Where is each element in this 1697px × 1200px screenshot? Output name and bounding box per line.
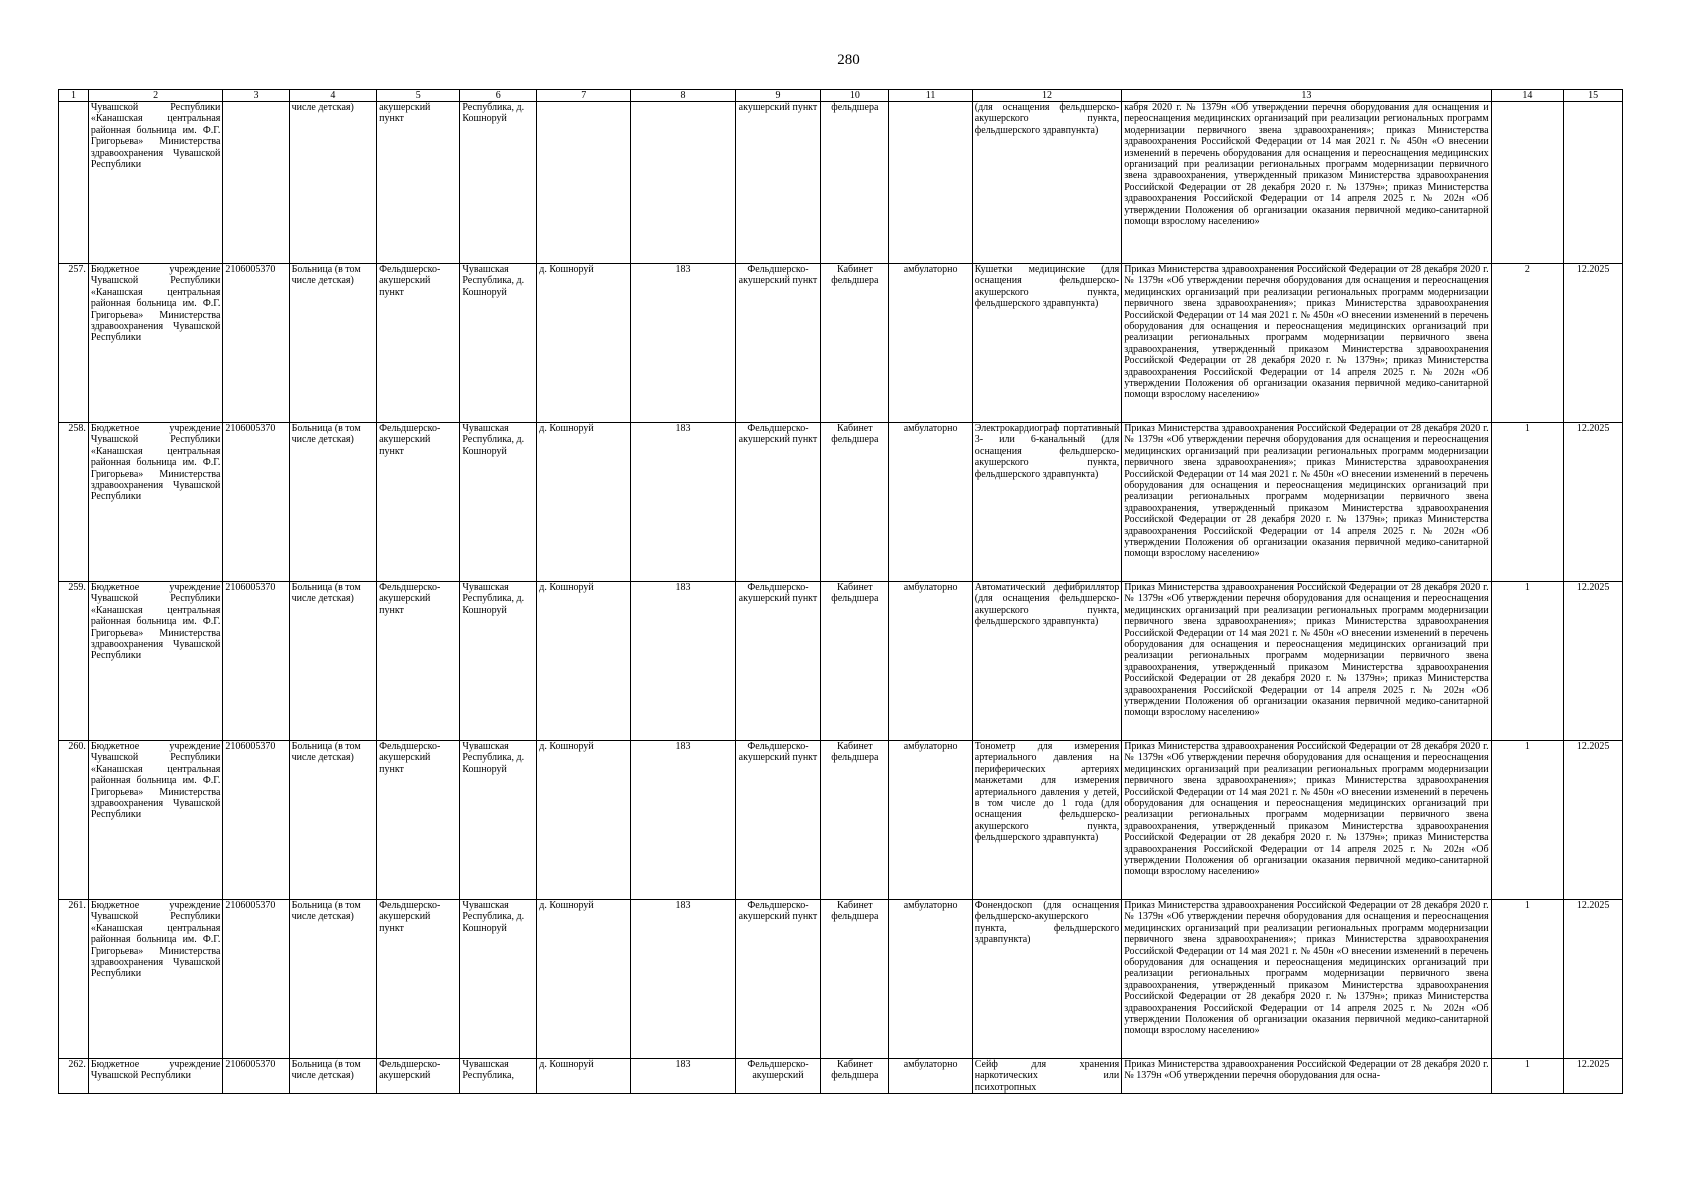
room-cell: Кабинет фельдшера bbox=[821, 741, 889, 900]
equipment-cell: Кушетки медицинские (для оснащения фельдшерско-акушерского пункта, фельдшерского здравпункта) bbox=[972, 264, 1121, 423]
region-cell: Чувашская Республика, д. Кошноруй bbox=[460, 423, 537, 582]
condition-cell: амбулаторно bbox=[889, 423, 972, 582]
equipment-cell: Сейф для хранения наркотических или психотропных bbox=[972, 1059, 1121, 1094]
equipment-cell: Автоматический дефибриллятор (для оснащения фельдшерско-акушерского пункта, фельдшерского здравпункта) bbox=[972, 582, 1121, 741]
locality-cell: д. Кошноруй bbox=[537, 423, 631, 582]
quantity-cell bbox=[1491, 102, 1564, 264]
subunit-cell: акушерский пункт bbox=[735, 102, 820, 264]
condition-cell: амбулаторно bbox=[889, 582, 972, 741]
region-cell: Чувашская Республика, д. Кошноруй bbox=[460, 582, 537, 741]
quantity-cell: 1 bbox=[1491, 582, 1564, 741]
table-row bbox=[59, 741, 1623, 900]
inn-cell: 2106005370 bbox=[223, 900, 289, 1059]
unit-cell: Фельдшерско-акушерский пункт bbox=[377, 423, 460, 582]
code-cell bbox=[631, 102, 736, 264]
locality-cell: д. Кошноруй bbox=[537, 264, 631, 423]
code-cell: 183 bbox=[631, 423, 736, 582]
region-cell: Чувашская Республика, д. Кошноруй bbox=[460, 900, 537, 1059]
inn-cell: 2106005370 bbox=[223, 1059, 289, 1094]
date-cell: 12.2025 bbox=[1564, 900, 1623, 1059]
code-cell: 183 bbox=[631, 900, 736, 1059]
page-number: 280 bbox=[837, 52, 860, 68]
row-number-cell: 261. bbox=[59, 900, 89, 1059]
unit-cell: Фельдшерско-акушерский bbox=[377, 1059, 460, 1094]
room-cell: фельдшера bbox=[821, 102, 889, 264]
table-row-partial bbox=[59, 1059, 1623, 1094]
column-header: 4 bbox=[289, 90, 377, 102]
unit-cell: Фельдшерско-акушерский пункт bbox=[377, 582, 460, 741]
header-row bbox=[59, 90, 1623, 102]
date-cell: 12.2025 bbox=[1564, 264, 1623, 423]
date-cell: 12.2025 bbox=[1564, 741, 1623, 900]
locality-cell: д. Кошноруй bbox=[537, 900, 631, 1059]
column-header: 14 bbox=[1491, 90, 1564, 102]
organization-cell: Бюджетное учреждение Чувашской Республики «Канашская центральная районная больница им. Ф.Г. Григорьева» Министерства здравоохранения Чувашской Республики bbox=[88, 423, 223, 582]
facility-type-cell: Больница (в том числе детская) bbox=[289, 1059, 377, 1094]
legal-basis-cell: Приказ Министерства здравоохранения Российской Федерации от 28 декабря 2020 г. № 1379н «Об утверждении перечня оборудования для оснащения и переоснащения медицинских организаций при реализации региональных программ модернизации первичного звена здравоохранения»; приказ Министерства здравоохранения Российской Федерации от 14 мая 2021 г. № 450н «О внесении изменений в перечень оборудования для оснащения и переоснащения медицинских организаций при реализации региональных программ модернизации первичного звена здравоохранения, утвержденный приказом Министерства здравоохранения Российской Федерации от 28 декабря 2020 г. № 1379н»; приказ Министерства здравоохранения Российской Федерации от 14 апреля 2025 г. № 202н «Об утверждении Положения об организации оказания первичной медико-санитарной помощи взрослому населению» bbox=[1122, 900, 1491, 1059]
legal-basis-cell: Приказ Министерства здравоохранения Российской Федерации от 28 декабря 2020 г. № 1379н «Об утверждении перечня оборудования для осна- bbox=[1122, 1059, 1491, 1094]
condition-cell: амбулаторно bbox=[889, 1059, 972, 1094]
column-header: 9 bbox=[735, 90, 820, 102]
row-number-cell: 259. bbox=[59, 582, 89, 741]
subunit-cell: Фельдшерско-акушерский пункт bbox=[735, 264, 820, 423]
column-header: 1 bbox=[59, 90, 89, 102]
column-header: 6 bbox=[460, 90, 537, 102]
condition-cell: амбулаторно bbox=[889, 900, 972, 1059]
column-header: 8 bbox=[631, 90, 736, 102]
facility-type-cell: Больница (в том числе детская) bbox=[289, 900, 377, 1059]
quantity-cell: 2 bbox=[1491, 264, 1564, 423]
equipment-cell: Электрокардиограф портативный 3- или 6-канальный (для оснащения фельдшерско-акушерского пункта, фельдшерского здравпункта) bbox=[972, 423, 1121, 582]
subunit-cell: Фельдшерско-акушерский пункт bbox=[735, 900, 820, 1059]
organization-cell: Бюджетное учреждение Чувашской Республики «Канашская центральная районная больница им. Ф.Г. Григорьева» Министерства здравоохранения Чувашской Республики bbox=[88, 582, 223, 741]
facility-type-cell: Больница (в том числе детская) bbox=[289, 264, 377, 423]
locality-cell bbox=[537, 102, 631, 264]
unit-cell: акушерский пункт bbox=[377, 102, 460, 264]
room-cell: Кабинет фельдшера bbox=[821, 264, 889, 423]
column-header: 15 bbox=[1564, 90, 1623, 102]
condition-cell bbox=[889, 102, 972, 264]
subunit-cell: Фельдшерско-акушерский пункт bbox=[735, 741, 820, 900]
equipment-cell: (для оснащения фельдшерско-акушерского пункта, фельдшерского здравпункта) bbox=[972, 102, 1121, 264]
row-number-cell: 260. bbox=[59, 741, 89, 900]
locality-cell: д. Кошноруй bbox=[537, 582, 631, 741]
quantity-cell: 1 bbox=[1491, 1059, 1564, 1094]
column-header: 12 bbox=[972, 90, 1121, 102]
legal-basis-cell: Приказ Министерства здравоохранения Российской Федерации от 28 декабря 2020 г. № 1379н «Об утверждении перечня оборудования для оснащения и переоснащения медицинских организаций при реализации региональных программ модернизации первичного звена здравоохранения»; приказ Министерства здравоохранения Российской Федерации от 14 мая 2021 г. № 450н «О внесении изменений в перечень оборудования для оснащения и переоснащения медицинских организаций при реализации региональных программ модернизации первичного звена здравоохранения, утвержденный приказом Министерства здравоохранения Российской Федерации от 28 декабря 2020 г. № 1379н»; приказ Министерства здравоохранения Российской Федерации от 14 апреля 2025 г. № 202н «Об утверждении Положения об организации оказания первичной медико-санитарной помощи взрослому населению» bbox=[1122, 423, 1491, 582]
table-row bbox=[59, 900, 1623, 1059]
date-cell: 12.2025 bbox=[1564, 423, 1623, 582]
table-row-continuation bbox=[59, 102, 1623, 264]
room-cell: Кабинет фельдшера bbox=[821, 423, 889, 582]
quantity-cell: 1 bbox=[1491, 900, 1564, 1059]
table-row bbox=[59, 264, 1623, 423]
unit-cell: Фельдшерско-акушерский пункт bbox=[377, 264, 460, 423]
facility-type-cell: числе детская) bbox=[289, 102, 377, 264]
inn-cell bbox=[223, 102, 289, 264]
code-cell: 183 bbox=[631, 741, 736, 900]
column-header: 7 bbox=[537, 90, 631, 102]
unit-cell: Фельдшерско-акушерский пункт bbox=[377, 741, 460, 900]
locality-cell: д. Кошноруй bbox=[537, 741, 631, 900]
inn-cell: 2106005370 bbox=[223, 582, 289, 741]
locality-cell: д. Кошноруй bbox=[537, 1059, 631, 1094]
region-cell: Чувашская Республика, bbox=[460, 1059, 537, 1094]
facility-type-cell: Больница (в том числе детская) bbox=[289, 423, 377, 582]
column-header: 13 bbox=[1122, 90, 1491, 102]
row-number-cell bbox=[59, 102, 89, 264]
date-cell: 12.2025 bbox=[1564, 1059, 1623, 1094]
date-cell bbox=[1564, 102, 1623, 264]
organization-cell: Бюджетное учреждение Чувашской Республики bbox=[88, 1059, 223, 1094]
table-row bbox=[59, 582, 1623, 741]
quantity-cell: 1 bbox=[1491, 423, 1564, 582]
code-cell: 183 bbox=[631, 582, 736, 741]
inn-cell: 2106005370 bbox=[223, 423, 289, 582]
row-number-cell: 262. bbox=[59, 1059, 89, 1094]
subunit-cell: Фельдшерско-акушерский пункт bbox=[735, 582, 820, 741]
code-cell: 183 bbox=[631, 1059, 736, 1094]
code-cell: 183 bbox=[631, 264, 736, 423]
legal-basis-cell: Приказ Министерства здравоохранения Российской Федерации от 28 декабря 2020 г. № 1379н «Об утверждении перечня оборудования для оснащения и переоснащения медицинских организаций при реализации региональных программ модернизации первичного звена здравоохранения»; приказ Министерства здравоохранения Российской Федерации от 14 мая 2021 г. № 450н «О внесении изменений в перечень оборудования для оснащения и переоснащения медицинских организаций при реализации региональных программ модернизации первичного звена здравоохранения, утвержденный приказом Министерства здравоохранения Российской Федерации от 28 декабря 2020 г. № 1379н»; приказ Министерства здравоохранения Российской Федерации от 14 апреля 2025 г. № 202н «Об утверждении Положения об организации оказания первичной медико-санитарной помощи взрослому населению» bbox=[1122, 741, 1491, 900]
condition-cell: амбулаторно bbox=[889, 741, 972, 900]
table-row bbox=[59, 423, 1623, 582]
subunit-cell: Фельдшерско-акушерский bbox=[735, 1059, 820, 1094]
legal-basis-cell: кабря 2020 г. № 1379н «Об утверждении перечня оборудования для оснащения и переоснащения медицинских организаций при реализации региональных программ модернизации первичного звена здравоохранения»; приказ Министерства здравоохранения Российской Федерации от 14 мая 2021 г. № 450н «О внесении изменений в перечень оборудования для оснащения и переоснащения медицинских организаций при реализации региональных программ модернизации первичного звена здравоохранения, утвержденный приказом Министерства здравоохранения Российской Федерации от 28 декабря 2020 г. № 1379н»; приказ Министерства здравоохранения Российской Федерации от 14 апреля 2025 г. № 202н «Об утверждении Положения об организации оказания первичной медико-санитарной помощи взрослому населению» bbox=[1122, 102, 1491, 264]
row-number-cell: 257. bbox=[59, 264, 89, 423]
row-number-cell: 258. bbox=[59, 423, 89, 582]
subunit-cell: Фельдшерско-акушерский пункт bbox=[735, 423, 820, 582]
organization-cell: Бюджетное учреждение Чувашской Республики «Канашская центральная районная больница им. Ф.Г. Григорьева» Министерства здравоохранения Чувашской Республики bbox=[88, 900, 223, 1059]
legal-basis-cell: Приказ Министерства здравоохранения Российской Федерации от 28 декабря 2020 г. № 1379н «Об утверждении перечня оборудования для оснащения и переоснащения медицинских организаций при реализации региональных программ модернизации первичного звена здравоохранения»; приказ Министерства здравоохранения Российской Федерации от 14 мая 2021 г. № 450н «О внесении изменений в перечень оборудования для оснащения и переоснащения медицинских организаций при реализации региональных программ модернизации первичного звена здравоохранения, утвержденный приказом Министерства здравоохранения Российской Федерации от 28 декабря 2020 г. № 1379н»; приказ Министерства здравоохранения Российской Федерации от 14 апреля 2025 г. № 202н «Об утверждении Положения об организации оказания первичной медико-санитарной помощи взрослому населению» bbox=[1122, 264, 1491, 423]
organization-cell: Бюджетное учреждение Чувашской Республики «Канашская центральная районная больница им. Ф.Г. Григорьева» Министерства здравоохранения Чувашской Республики bbox=[88, 264, 223, 423]
organization-cell: Чувашской Республики «Канашская центральная районная больница им. Ф.Г. Григорьева» Министерства здравоохранения Чувашской Республики bbox=[88, 102, 223, 264]
equipment-cell: Фонендоскоп (для оснащения фельдшерско-акушерского пункта, фельдшерского здравпункта) bbox=[972, 900, 1121, 1059]
column-header: 2 bbox=[88, 90, 223, 102]
room-cell: Кабинет фельдшера bbox=[821, 582, 889, 741]
organization-cell: Бюджетное учреждение Чувашской Республики «Канашская центральная районная больница им. Ф.Г. Григорьева» Министерства здравоохранения Чувашской Республики bbox=[88, 741, 223, 900]
region-cell: Чувашская Республика, д. Кошноруй bbox=[460, 264, 537, 423]
unit-cell: Фельдшерско-акушерский пункт bbox=[377, 900, 460, 1059]
equipment-cell: Тонометр для измерения артериального давления на периферических артериях манжетами для измерения артериального давления у детей, в том числе до 1 года (для оснащения фельдшерско-акушерского пункта, фельдшерского здравпункта) bbox=[972, 741, 1121, 900]
column-header: 11 bbox=[889, 90, 972, 102]
inn-cell: 2106005370 bbox=[223, 741, 289, 900]
inn-cell: 2106005370 bbox=[223, 264, 289, 423]
condition-cell: амбулаторно bbox=[889, 264, 972, 423]
column-header: 3 bbox=[223, 90, 289, 102]
quantity-cell: 1 bbox=[1491, 741, 1564, 900]
region-cell: Чувашская Республика, д. Кошноруй bbox=[460, 741, 537, 900]
legal-basis-cell: Приказ Министерства здравоохранения Российской Федерации от 28 декабря 2020 г. № 1379н «Об утверждении перечня оборудования для оснащения и переоснащения медицинских организаций при реализации региональных программ модернизации первичного звена здравоохранения»; приказ Министерства здравоохранения Российской Федерации от 14 мая 2021 г. № 450н «О внесении изменений в перечень оборудования для оснащения и переоснащения медицинских организаций при реализации региональных программ модернизации первичного звена здравоохранения, утвержденный приказом Министерства здравоохранения Российской Федерации от 28 декабря 2020 г. № 1379н»; приказ Министерства здравоохранения Российской Федерации от 14 апреля 2025 г. № 202н «Об утверждении Положения об организации оказания первичной медико-санитарной помощи взрослому населению» bbox=[1122, 582, 1491, 741]
facility-type-cell: Больница (в том числе детская) bbox=[289, 741, 377, 900]
facility-type-cell: Больница (в том числе детская) bbox=[289, 582, 377, 741]
room-cell: Кабинет фельдшера bbox=[821, 900, 889, 1059]
date-cell: 12.2025 bbox=[1564, 582, 1623, 741]
region-cell: Республика, д. Кошноруй bbox=[460, 102, 537, 264]
column-header: 10 bbox=[821, 90, 889, 102]
equipment-table bbox=[58, 89, 1623, 1094]
room-cell: Кабинет фельдшера bbox=[821, 1059, 889, 1094]
column-header: 5 bbox=[377, 90, 460, 102]
